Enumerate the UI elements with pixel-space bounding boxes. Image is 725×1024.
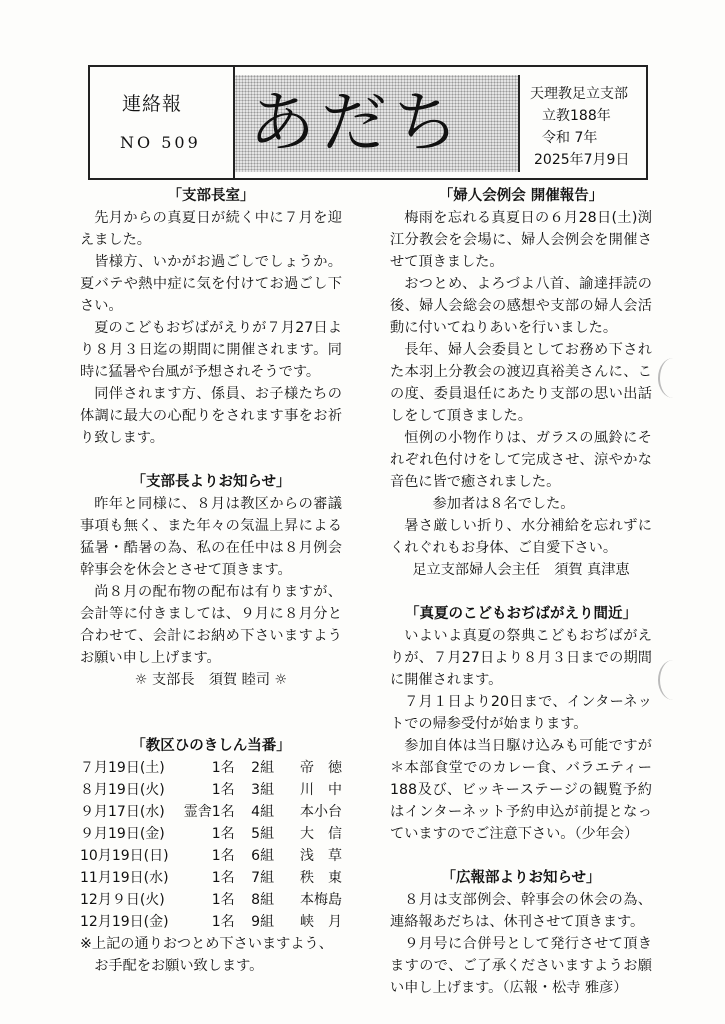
paragraph: 昨年と同様に、８月は教区からの審議事項も無く、また年々の気温上昇による猛暑・酷暑の為、私の在任中は８月例会幹事会を休会とさせて頂きます。 xyxy=(80,496,342,578)
cell-date: ７月19日(土) xyxy=(80,760,165,776)
cell-name: 本小台 xyxy=(300,804,342,820)
cell-date: 12月９日(火) xyxy=(80,892,165,908)
org-name: 天理教足立支部 xyxy=(530,86,628,102)
cell-group: 5組 xyxy=(251,826,275,842)
issue-date: 2025年7月9日 xyxy=(534,152,630,168)
branch-office-section xyxy=(80,185,342,449)
cell-date: ９月17日(水) xyxy=(80,804,165,820)
cell-date: 12月19日(金) xyxy=(80,914,169,930)
cell-group: 7組 xyxy=(251,870,275,886)
cell-place xyxy=(184,845,212,867)
cell-place xyxy=(184,911,212,933)
paragraph: 梅雨を忘れる真夏日の６月28日(土)渕江分教会を会場に、婦人会例会を開催させて頂きました。 xyxy=(390,210,652,270)
cell-place xyxy=(184,867,212,889)
cell-group: 2組 xyxy=(251,760,275,776)
cell-count: 1名 xyxy=(211,870,235,886)
footnote: ※上記の通りおつとめ下さいますよう、お手配をお願い致します。 xyxy=(80,936,333,974)
paragraph: おつとめ、よろづよ八首、諭達拝読の後、婦人会総会の感想や支部の婦人会活動に付いてねりあいを行いました。 xyxy=(390,276,652,336)
cell-count: 1名 xyxy=(211,782,235,798)
left-column xyxy=(80,185,342,977)
masthead-left-box xyxy=(90,67,235,178)
punch-hole-mark xyxy=(658,358,688,398)
cell-count: 1名 xyxy=(211,892,235,908)
cell-date: 11月19日(水) xyxy=(80,870,169,886)
cell-place xyxy=(184,757,212,779)
paragraph: 夏のこどもおぢばがえりが７月27日より８月３日迄の期間に開催されます。同時に猛暑や台風が予想されそうです。 xyxy=(80,320,342,380)
pr-notice-section xyxy=(390,867,652,999)
table-row xyxy=(80,911,342,933)
paragraph: ９月号に合併号として発行させて頂きますので、ご了承くださいますようお願い申し上げます。（広報・松寺 雅彦） xyxy=(390,936,652,996)
paragraph: いよいよ真夏の祭典こどもおぢばがえりが、７月27日より８月３日までの期間に開催されます。 xyxy=(390,628,652,688)
signature: ☼ 支部長 須賀 睦司 ☼ xyxy=(134,672,288,688)
cell-count: 1名 xyxy=(211,760,235,776)
paragraph: ８月は支部例会、幹事会の休会の為、連絡報あだちは、休刊させて頂きます。 xyxy=(390,892,652,930)
cell-place xyxy=(184,889,212,911)
cell-group: 9組 xyxy=(251,914,275,930)
table-row xyxy=(80,823,342,845)
signature: 足立支部婦人会主任 須賀 真津恵 xyxy=(412,562,630,578)
cell-place: 霊舎 xyxy=(183,804,212,820)
punch-hole-mark xyxy=(658,660,688,700)
section-heading: 「教区ひのきしん当番」 xyxy=(131,738,291,754)
paragraph: 参加者は８名でした。 xyxy=(432,496,575,512)
paragraph: 先月からの真夏日が続く中に７月を迎えました。 xyxy=(80,210,342,248)
masthead xyxy=(88,65,648,180)
issue-number: NO 509 xyxy=(120,133,201,152)
paragraph: 皆様方、いかがお過ごしでしょうか。夏バテや熱中症に気を付けてお過ごし下さい。 xyxy=(80,254,342,314)
cell-count: 1名 xyxy=(211,848,235,864)
cell-group: 6組 xyxy=(251,848,275,864)
table-row xyxy=(80,801,342,823)
section-heading: 「支部長よりお知らせ」 xyxy=(131,474,291,490)
section-heading: 「婦人会例会 開催報告」 xyxy=(438,188,604,204)
cell-name: 帝 徳 xyxy=(300,760,342,776)
cell-count: 1名 xyxy=(211,826,235,842)
hinokishin-section xyxy=(80,735,342,977)
paragraph: 参加自体は当日駆け込みも可能ですが＊本部食堂でのカレー食、バラエティー188及び、ビッキーステージの観覧予約はインターネット予約申込が前提となっていますのでご注意下さい。（少年会） xyxy=(390,738,652,842)
cell-name: 秩 東 xyxy=(300,870,342,886)
womens-meeting-section xyxy=(390,185,652,581)
cell-group: 4組 xyxy=(251,804,275,820)
paragraph: ７月１日より20日まで、インターネットでの帰参受付が始まります。 xyxy=(390,694,652,732)
table-row xyxy=(80,867,342,889)
table-row xyxy=(80,845,342,867)
paragraph: 暑さ厳しい折り、水分補給を忘れずにくれぐれもお身体、ご自愛下さい。 xyxy=(390,518,652,556)
cell-count: 1名 xyxy=(211,804,235,820)
paragraph: 同伴されます方、係員、お子様たちの体調に最大の心配りをされます事をお祈り致します。 xyxy=(80,386,342,446)
cell-date: ９月19日(金) xyxy=(80,826,165,842)
cell-name: 大 信 xyxy=(300,826,342,842)
masthead-right-box xyxy=(520,67,646,178)
paragraph: 尚８月の配布物の配布は有りますが、会計等に付きましては、９月に８月分と合わせて、会計にお納め下さいますようお願い申し上げます。 xyxy=(80,584,342,666)
section-heading: 「真夏のこどもおぢばがえり間近」 xyxy=(405,606,637,622)
paragraph: 恒例の小物作りは、ガラスの風鈴にそれぞれ色付けをして完成させ、涼やかな音色に皆で癒されました。 xyxy=(390,430,652,490)
cell-group: 3組 xyxy=(251,782,275,798)
branch-notice-section xyxy=(80,471,342,691)
newsletter-name: 連絡報 xyxy=(122,93,183,115)
cell-name: 川 中 xyxy=(300,782,342,798)
section-heading: 「支部長室」 xyxy=(167,188,255,204)
cell-date: 10月19日(日) xyxy=(80,848,169,864)
section-heading: 「広報部よりお知らせ」 xyxy=(441,870,601,886)
table-row xyxy=(80,779,342,801)
cell-place xyxy=(184,779,212,801)
right-column xyxy=(390,185,652,999)
cell-count: 1名 xyxy=(211,914,235,930)
cell-place xyxy=(184,823,212,845)
cell-group: 8組 xyxy=(251,892,275,908)
cell-name: 本梅島 xyxy=(300,892,342,908)
paragraph: 長年、婦人会委員としてお務め下された本羽上分教会の渡辺真裕美さんに、この度、委員退任にあたり支部の思い出話しをして頂きました。 xyxy=(390,342,652,424)
cell-date: ８月19日(火) xyxy=(80,782,165,798)
newsletter-title: あだち xyxy=(249,84,465,161)
table-row xyxy=(80,757,342,779)
masthead-title-box xyxy=(235,75,520,172)
table-row xyxy=(80,889,342,911)
reiwa-year: 令和 7年 xyxy=(542,130,598,146)
era-year: 立教188年 xyxy=(542,108,611,124)
cell-name: 峡 月 xyxy=(300,914,342,930)
summer-ojiba-section xyxy=(390,603,652,845)
hinokishin-table xyxy=(80,757,342,933)
cell-name: 浅 草 xyxy=(300,848,342,864)
